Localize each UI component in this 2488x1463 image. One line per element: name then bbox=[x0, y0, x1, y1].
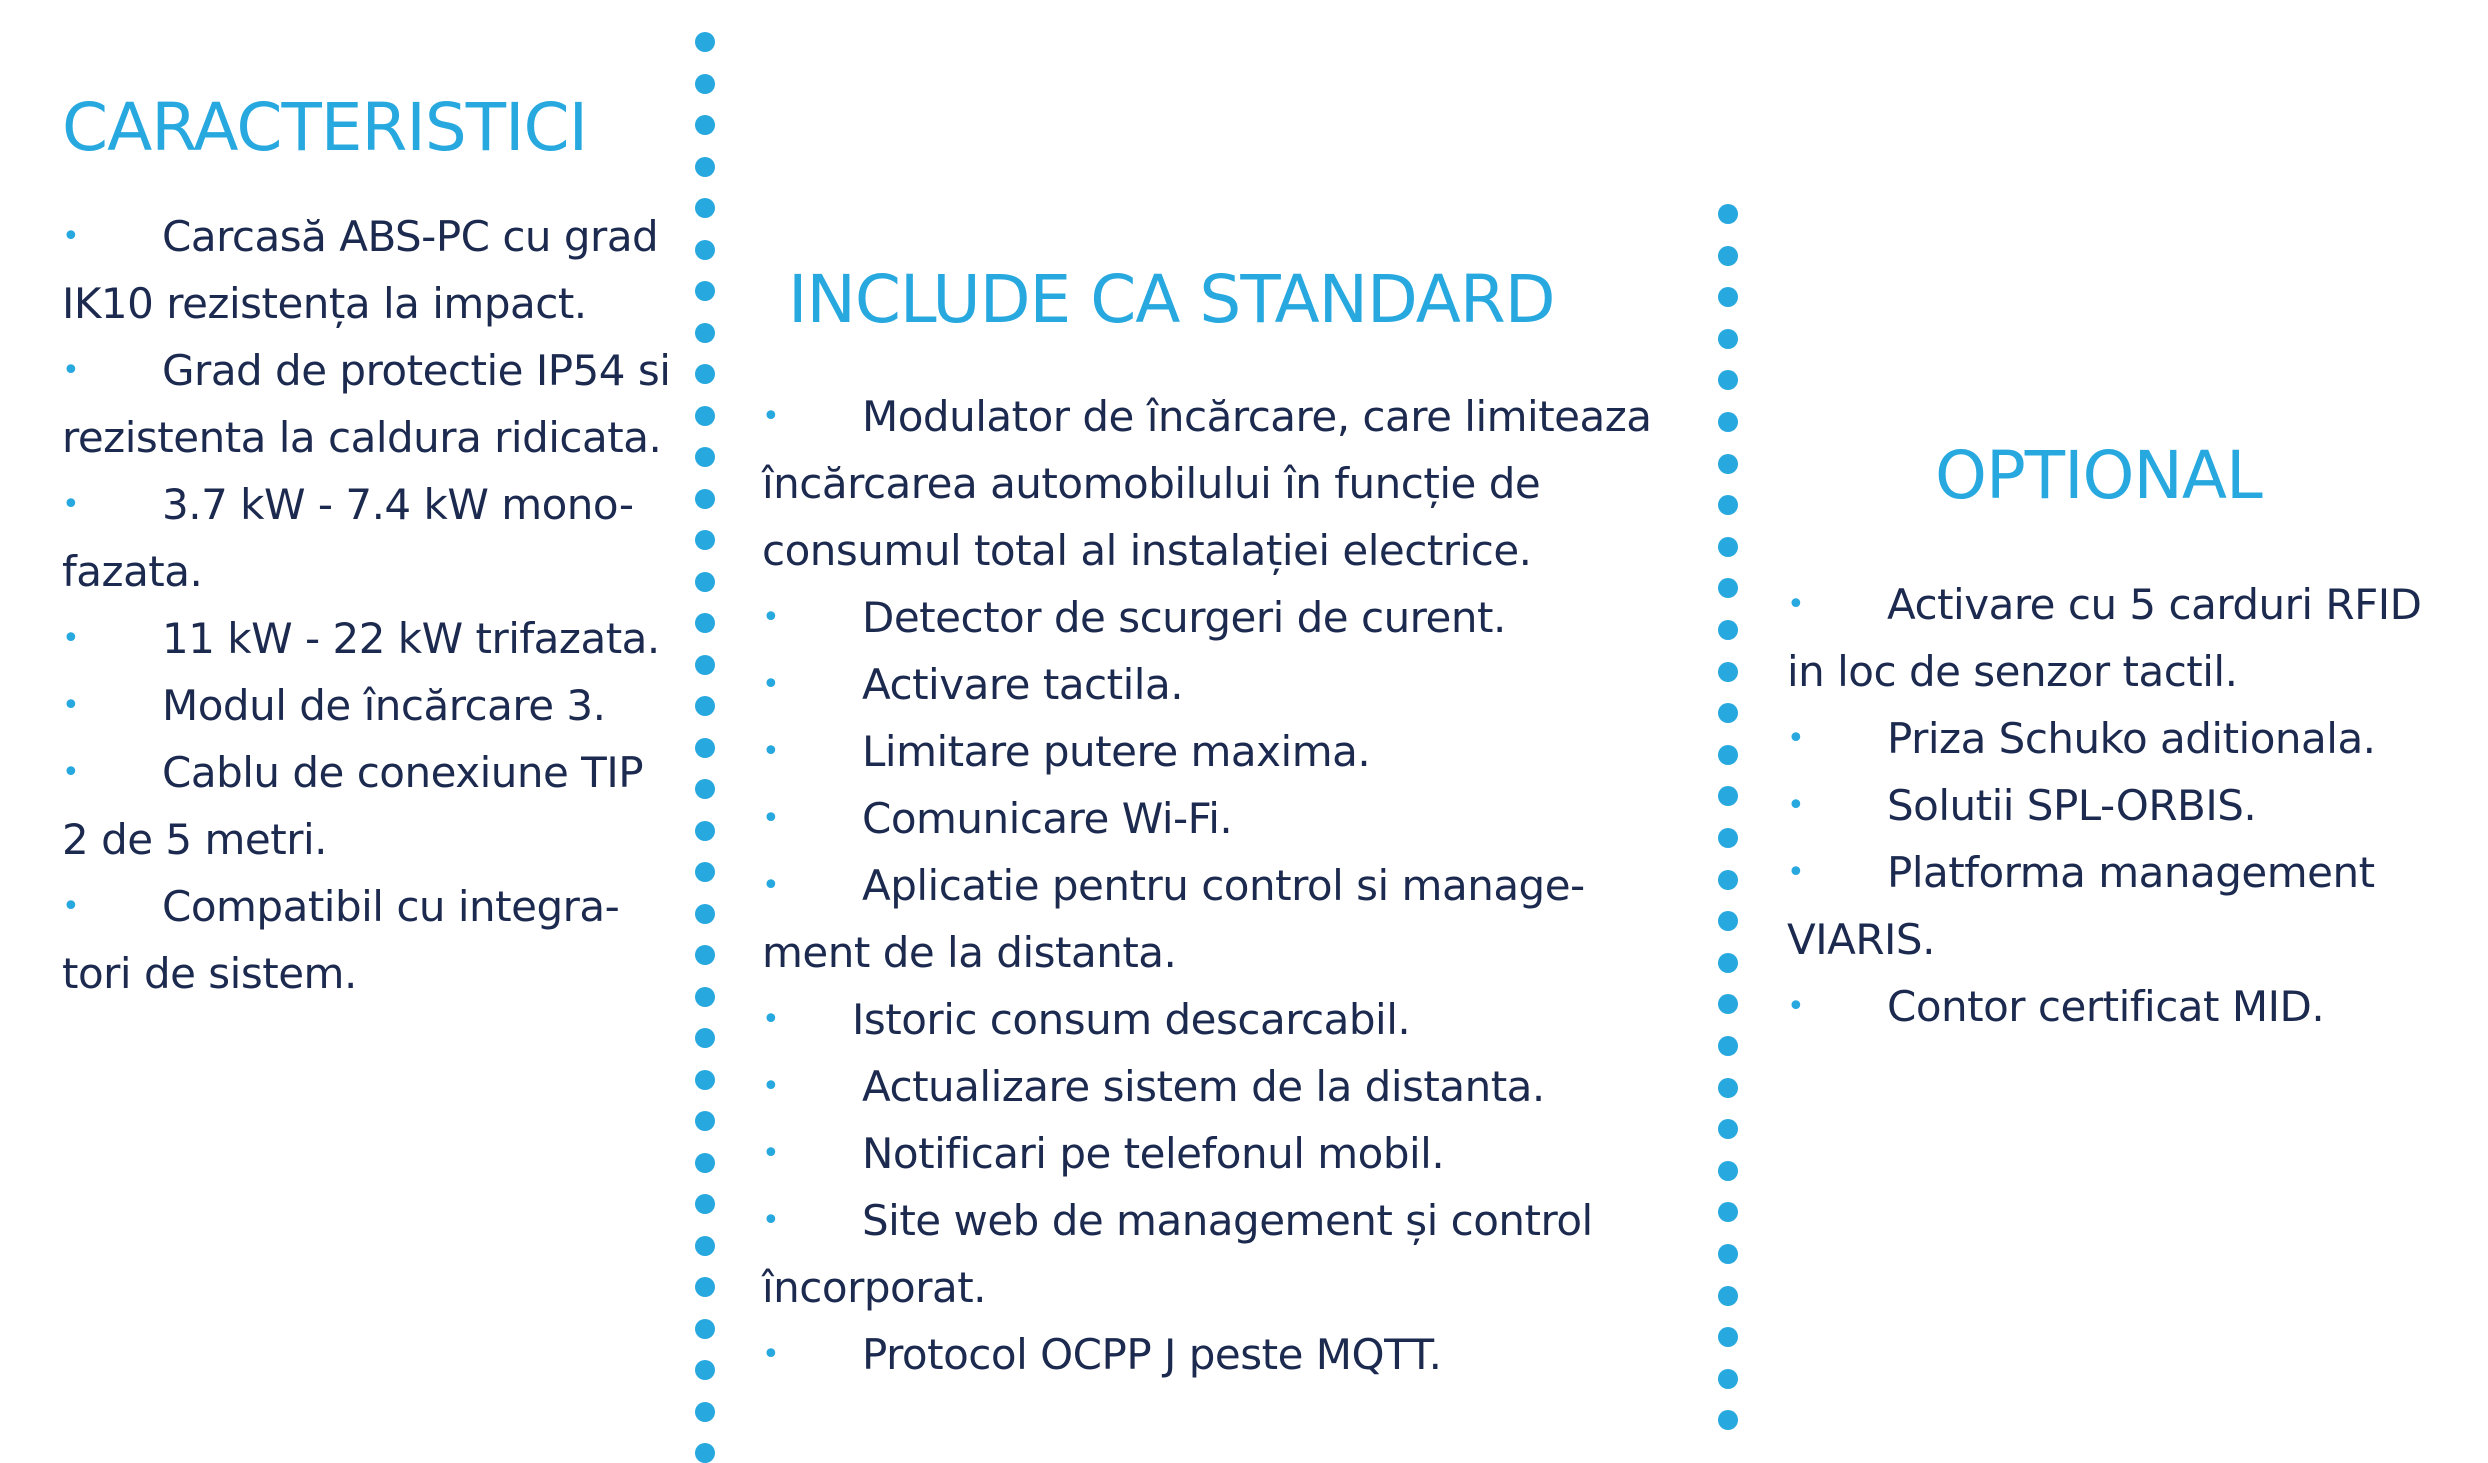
list-item-text: Platforma management VIARIS. bbox=[1787, 848, 2375, 964]
divider-dot bbox=[1718, 786, 1738, 806]
divider-dot bbox=[695, 74, 715, 94]
list-item-text: Activare cu 5 carduri RFID in loc de senzor tactil. bbox=[1787, 580, 2422, 696]
divider-dot bbox=[695, 1443, 715, 1463]
list-item bbox=[762, 1053, 1682, 1120]
divider-dot bbox=[695, 987, 715, 1007]
divider-dot bbox=[1718, 1036, 1738, 1056]
divider-dot bbox=[695, 1153, 715, 1173]
list-item bbox=[62, 337, 682, 471]
list-item bbox=[1787, 973, 2467, 1040]
include-ca-standard-heading: INCLUDE CA STANDARD bbox=[788, 260, 1555, 338]
divider-dot bbox=[695, 1277, 715, 1297]
bullet-icon: • bbox=[1787, 989, 1805, 1024]
list-item bbox=[62, 203, 682, 337]
divider-dot bbox=[695, 1360, 715, 1380]
divider-dot bbox=[1718, 1202, 1738, 1222]
bullet-icon: • bbox=[62, 353, 80, 388]
divider-dot bbox=[1718, 412, 1738, 432]
list-item-text: Modulator de încărcare, care limiteaza încărcarea automobilului în funcție de consumul total al instalației electrice. bbox=[762, 392, 1652, 575]
divider-dot bbox=[1718, 204, 1738, 224]
list-item-text: Notificari pe telefonul mobil. bbox=[862, 1129, 1445, 1178]
list-item bbox=[62, 471, 682, 605]
bullet-icon: • bbox=[762, 1136, 780, 1171]
list-item bbox=[762, 986, 1682, 1053]
divider-dot bbox=[695, 530, 715, 550]
list-item bbox=[62, 672, 682, 739]
list-item bbox=[62, 605, 682, 672]
bullet-icon: • bbox=[762, 734, 780, 769]
list-item bbox=[1787, 772, 2467, 839]
divider-dot bbox=[695, 862, 715, 882]
bullet-icon: • bbox=[62, 755, 80, 790]
divider-dot bbox=[1718, 620, 1738, 640]
bullet-icon: • bbox=[62, 219, 80, 254]
divider-dot bbox=[1718, 1078, 1738, 1098]
divider-dot bbox=[1718, 703, 1738, 723]
list-item-text: Actualizare sistem de la distanta. bbox=[862, 1062, 1545, 1111]
divider-dot bbox=[1718, 662, 1738, 682]
divider-dot bbox=[695, 738, 715, 758]
divider-dot bbox=[1718, 1244, 1738, 1264]
list-item-text: Cablu de conexiune TIP 2 de 5 metri. bbox=[62, 748, 644, 864]
divider-dot bbox=[1718, 870, 1738, 890]
divider-dot bbox=[1718, 287, 1738, 307]
divider-dot bbox=[695, 572, 715, 592]
list-item-text: Modul de încărcare 3. bbox=[162, 681, 606, 730]
bullet-icon: • bbox=[62, 889, 80, 924]
list-item bbox=[762, 852, 1682, 986]
bullet-icon: • bbox=[1787, 855, 1805, 890]
divider-dot bbox=[695, 1028, 715, 1048]
divider-dot bbox=[695, 157, 715, 177]
bullet-icon: • bbox=[762, 868, 780, 903]
bullet-icon: • bbox=[762, 1002, 780, 1037]
divider-dot bbox=[1718, 370, 1738, 390]
divider-dot bbox=[1718, 1369, 1738, 1389]
list-item bbox=[1787, 571, 2467, 705]
bullet-icon: • bbox=[762, 801, 780, 836]
bullet-icon: • bbox=[62, 688, 80, 723]
divider-dot bbox=[1718, 578, 1738, 598]
list-item-text: Priza Schuko aditionala. bbox=[1887, 714, 2376, 763]
divider-dot bbox=[1718, 1327, 1738, 1347]
bullet-icon: • bbox=[62, 621, 80, 656]
divider-dot bbox=[695, 1236, 715, 1256]
divider-dot bbox=[1718, 1119, 1738, 1139]
divider-dot bbox=[1718, 953, 1738, 973]
list-item-text: 11 kW - 22 kW trifazata. bbox=[162, 614, 660, 663]
list-item bbox=[762, 1321, 1682, 1388]
list-item-text: 3.7 kW - 7.4 kW mono-fazata. bbox=[62, 480, 634, 596]
divider-dot bbox=[1718, 1161, 1738, 1181]
list-item-text: Aplicatie pentru control si manage-ment de la distanta. bbox=[762, 861, 1585, 977]
bullet-icon: • bbox=[1787, 788, 1805, 823]
list-item bbox=[1787, 705, 2467, 772]
divider-dot bbox=[695, 364, 715, 384]
divider-dot bbox=[695, 32, 715, 52]
list-item bbox=[762, 1120, 1682, 1187]
divider-dot bbox=[695, 489, 715, 509]
list-item-text: Detector de scurgeri de curent. bbox=[862, 593, 1506, 642]
list-item-text: Limitare putere maxima. bbox=[862, 727, 1371, 776]
divider-dot bbox=[1718, 994, 1738, 1014]
divider-dot bbox=[695, 613, 715, 633]
divider-dot bbox=[695, 655, 715, 675]
caracteristici-heading: CARACTERISTICI bbox=[62, 88, 588, 166]
divider-dot bbox=[695, 1402, 715, 1422]
list-item bbox=[762, 584, 1682, 651]
bullet-icon: • bbox=[762, 1069, 780, 1104]
dotted-divider-right bbox=[1718, 204, 1738, 1430]
divider-dot bbox=[695, 1319, 715, 1339]
divider-dot bbox=[1718, 329, 1738, 349]
list-item-text: Site web de management și control încorporat. bbox=[762, 1196, 1593, 1312]
divider-dot bbox=[695, 323, 715, 343]
divider-dot bbox=[695, 281, 715, 301]
bullet-icon: • bbox=[762, 1337, 780, 1372]
divider-dot bbox=[695, 1070, 715, 1090]
divider-dot bbox=[695, 1111, 715, 1131]
list-item bbox=[1787, 839, 2467, 973]
bullet-icon: • bbox=[762, 1203, 780, 1238]
divider-dot bbox=[695, 115, 715, 135]
list-item-text: Contor certificat MID. bbox=[1887, 982, 2325, 1031]
divider-dot bbox=[695, 779, 715, 799]
list-item bbox=[762, 383, 1682, 584]
list-item bbox=[62, 739, 682, 873]
list-item-text: Protocol OCPP J peste MQTT. bbox=[862, 1330, 1442, 1379]
list-item-text: Activare tactila. bbox=[862, 660, 1184, 709]
list-item-text: Carcasă ABS-PC cu grad IK10 rezistența la impact. bbox=[62, 212, 659, 328]
divider-dot bbox=[1718, 828, 1738, 848]
list-item-text: Istoric consum descarcabil. bbox=[852, 995, 1411, 1044]
bullet-icon: • bbox=[762, 399, 780, 434]
bullet-icon: • bbox=[1787, 587, 1805, 622]
divider-dot bbox=[1718, 246, 1738, 266]
divider-dot bbox=[695, 945, 715, 965]
divider-dot bbox=[1718, 454, 1738, 474]
list-item-text: Compatibil cu integra-tori de sistem. bbox=[62, 882, 620, 998]
divider-dot bbox=[695, 821, 715, 841]
list-item bbox=[762, 1187, 1682, 1321]
divider-dot bbox=[1718, 911, 1738, 931]
divider-dot bbox=[695, 904, 715, 924]
bullet-icon: • bbox=[1787, 721, 1805, 756]
include-ca-standard-list bbox=[762, 383, 1682, 1388]
divider-dot bbox=[1718, 1286, 1738, 1306]
divider-dot bbox=[695, 198, 715, 218]
divider-dot bbox=[1718, 1410, 1738, 1430]
divider-dot bbox=[695, 1194, 715, 1214]
list-item-text: Solutii SPL-ORBIS. bbox=[1887, 781, 2257, 830]
divider-dot bbox=[1718, 537, 1738, 557]
list-item bbox=[762, 718, 1682, 785]
list-item-text: Comunicare Wi-Fi. bbox=[862, 794, 1233, 843]
bullet-icon: • bbox=[762, 600, 780, 635]
bullet-icon: • bbox=[62, 487, 80, 522]
list-item bbox=[62, 873, 682, 1007]
dotted-divider-left bbox=[695, 32, 715, 1463]
list-item bbox=[762, 651, 1682, 718]
divider-dot bbox=[695, 696, 715, 716]
caracteristici-list bbox=[62, 203, 682, 1007]
divider-dot bbox=[1718, 745, 1738, 765]
divider-dot bbox=[695, 240, 715, 260]
divider-dot bbox=[695, 406, 715, 426]
optional-heading: OPTIONAL bbox=[1935, 436, 2262, 514]
bullet-icon: • bbox=[762, 667, 780, 702]
divider-dot bbox=[695, 447, 715, 467]
list-item bbox=[762, 785, 1682, 852]
divider-dot bbox=[1718, 495, 1738, 515]
list-item-text: Grad de protectie IP54 si rezistenta la caldura ridicata. bbox=[62, 346, 671, 462]
optional-list bbox=[1787, 571, 2467, 1040]
